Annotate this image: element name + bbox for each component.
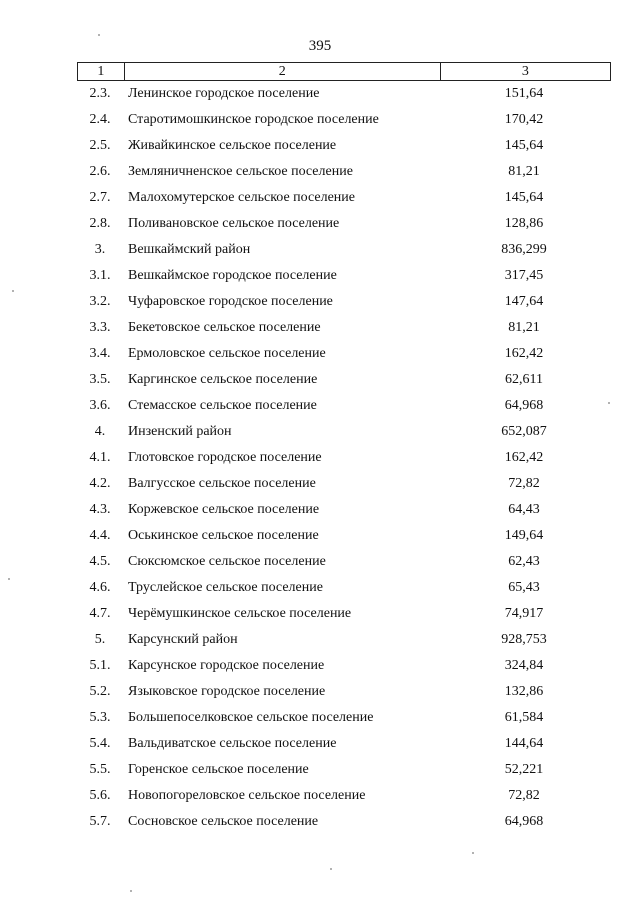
row-value: 62,43 <box>508 554 540 569</box>
row-number: 5.7. <box>89 814 111 829</box>
row-number: 4.5. <box>89 554 111 569</box>
settlement-name: Сосновское сельское поселение <box>128 814 319 829</box>
settlement-name: Вальдиватское сельское поселение <box>128 736 337 751</box>
row-number: 5.6. <box>89 788 111 803</box>
row-value: 72,82 <box>508 788 540 803</box>
row-value: 61,584 <box>504 710 544 725</box>
table-row <box>77 445 611 471</box>
row-number: 4.2. <box>89 476 111 491</box>
settlement-name: Поливановское сельское поселение <box>128 216 340 231</box>
column-header-1: 1 <box>78 63 125 81</box>
settlement-name: Малохомутерское сельское поселение <box>128 190 356 205</box>
table-row <box>77 783 611 809</box>
table-row <box>77 81 611 107</box>
row-value: 652,087 <box>501 424 547 439</box>
row-number: 3.5. <box>89 372 111 387</box>
table-row <box>77 367 611 393</box>
row-value: 52,221 <box>504 762 544 777</box>
row-value: 317,45 <box>504 268 544 283</box>
row-value: 145,64 <box>504 138 544 153</box>
row-number: 2.6. <box>89 164 111 179</box>
row-number: 3.6. <box>89 398 111 413</box>
row-number: 4.6. <box>89 580 111 595</box>
row-number: 5.2. <box>89 684 111 699</box>
table-row <box>77 159 611 185</box>
settlement-name: Живайкинское сельское поселение <box>128 138 337 153</box>
row-value: 151,64 <box>504 86 544 101</box>
settlement-name: Карсунский район <box>128 632 238 647</box>
row-number: 3.2. <box>89 294 111 309</box>
row-number: 5.5. <box>89 762 111 777</box>
table-row <box>77 263 611 289</box>
row-number: 3.4. <box>89 346 111 361</box>
row-value: 145,64 <box>504 190 544 205</box>
row-value: 836,299 <box>501 242 547 257</box>
row-number: 5. <box>94 632 106 647</box>
table-row <box>77 575 611 601</box>
row-value: 64,43 <box>508 502 540 517</box>
row-number: 5.4. <box>89 736 111 751</box>
settlement-name: Ермоловское сельское поселение <box>128 346 326 361</box>
settlement-name: Чуфаровское городское поселение <box>128 294 333 309</box>
settlement-name: Валгусское сельское поселение <box>128 476 316 491</box>
row-number: 5.3. <box>89 710 111 725</box>
settlement-name: Ленинское городское поселение <box>128 86 320 101</box>
scan-speck <box>130 890 132 892</box>
table-header <box>77 62 611 81</box>
row-value: 72,82 <box>508 476 540 491</box>
row-number: 4.4. <box>89 528 111 543</box>
settlement-name: Вешкаймское городское поселение <box>128 268 337 283</box>
row-number: 2.7. <box>89 190 111 205</box>
row-number: 3. <box>94 242 106 257</box>
settlement-name: Горенское сельское поселение <box>128 762 309 777</box>
table-row <box>77 497 611 523</box>
table-row <box>77 393 611 419</box>
table-row <box>77 809 611 835</box>
row-value: 928,753 <box>501 632 547 647</box>
settlement-name: Глотовское городское поселение <box>128 450 322 465</box>
settlement-name: Новопогореловское сельское поселение <box>128 788 366 803</box>
table-row <box>77 289 611 315</box>
table-row <box>77 419 611 445</box>
settlement-name: Оськинское сельское поселение <box>128 528 319 543</box>
row-number: 3.3. <box>89 320 111 335</box>
row-value: 162,42 <box>504 346 544 361</box>
row-value: 128,86 <box>504 216 544 231</box>
settlement-name: Карсунское городское поселение <box>128 658 325 673</box>
table-row <box>77 757 611 783</box>
row-value: 144,64 <box>504 736 544 751</box>
settlement-name: Сюксюмское сельское поселение <box>128 554 326 569</box>
table-body <box>77 81 611 835</box>
settlement-name: Инзенский район <box>128 424 232 439</box>
row-number: 2.4. <box>89 112 111 127</box>
row-number: 2.3. <box>89 86 111 101</box>
settlement-name: Коржевское сельское поселение <box>128 502 320 517</box>
row-number: 4. <box>94 424 106 439</box>
settlement-name: Старотимошкинское городское поселение <box>128 112 379 127</box>
row-value: 64,968 <box>504 398 544 413</box>
settlement-name: Языковское городское поселение <box>128 684 326 699</box>
settlement-name: Земляничненское сельское поселение <box>128 164 353 179</box>
table-row <box>77 133 611 159</box>
row-value: 81,21 <box>508 164 540 179</box>
table-row <box>77 315 611 341</box>
settlement-name: Бекетовское сельское поселение <box>128 320 321 335</box>
row-value: 324,84 <box>504 658 544 673</box>
table-row <box>77 653 611 679</box>
table-row <box>77 549 611 575</box>
scan-speck <box>608 402 610 404</box>
table-row <box>77 523 611 549</box>
row-value: 170,42 <box>504 112 544 127</box>
row-number: 4.7. <box>89 606 111 621</box>
row-number: 2.5. <box>89 138 111 153</box>
table-row <box>77 107 611 133</box>
table-row <box>77 341 611 367</box>
table-row <box>77 211 611 237</box>
scan-speck <box>12 290 14 292</box>
settlement-name: Вешкаймский район <box>128 242 251 257</box>
scan-speck <box>8 578 10 580</box>
table-row <box>77 705 611 731</box>
table-row <box>77 731 611 757</box>
settlement-name: Черёмушкинское сельское поселение <box>128 606 352 621</box>
scan-speck <box>98 34 100 36</box>
table-row <box>77 185 611 211</box>
row-value: 74,917 <box>504 606 544 621</box>
row-number: 4.3. <box>89 502 111 517</box>
table-row <box>77 627 611 653</box>
table-row <box>77 237 611 263</box>
table-row <box>77 471 611 497</box>
column-header-3: 3 <box>440 63 610 81</box>
row-value: 81,21 <box>508 320 540 335</box>
column-header-2: 2 <box>124 63 440 81</box>
row-number: 2.8. <box>89 216 111 231</box>
header-row <box>78 63 611 81</box>
row-number: 5.1. <box>89 658 111 673</box>
row-value: 132,86 <box>504 684 544 699</box>
row-number: 4.1. <box>89 450 111 465</box>
settlement-name: Каргинское сельское поселение <box>128 372 318 387</box>
settlement-name: Большепоселковское сельское поселение <box>128 710 374 725</box>
settlement-name: Труслейское сельское поселение <box>128 580 323 595</box>
scan-speck <box>472 852 474 854</box>
table-row <box>77 679 611 705</box>
row-value: 149,64 <box>504 528 544 543</box>
scan-speck <box>330 868 332 870</box>
settlement-name: Стемасское сельское поселение <box>128 398 317 413</box>
row-value: 65,43 <box>508 580 540 595</box>
page-number: 395 <box>308 38 332 54</box>
row-number: 3.1. <box>89 268 111 283</box>
row-value: 62,611 <box>505 372 543 387</box>
row-value: 162,42 <box>504 450 544 465</box>
row-value: 64,968 <box>504 814 544 829</box>
table-row <box>77 601 611 627</box>
row-value: 147,64 <box>504 294 544 309</box>
